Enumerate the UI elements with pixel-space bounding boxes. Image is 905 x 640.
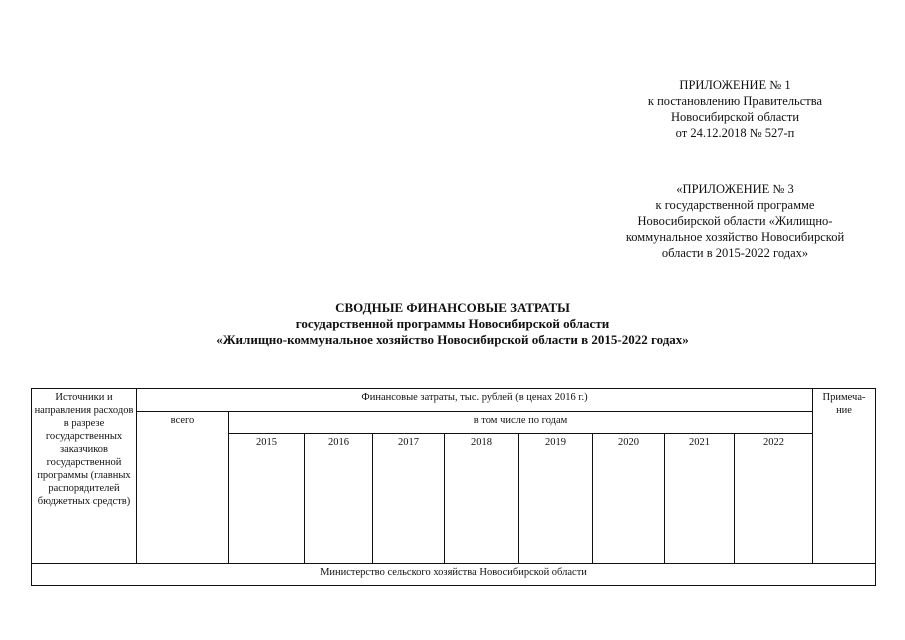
appendix-3-line: «ПРИЛОЖЕНИЕ № 3 (676, 182, 794, 196)
appendix-3-line: к государственной программе (655, 198, 815, 212)
year-header-cell: 2017 (373, 434, 445, 564)
source-header-cell: Источники и направления расходов в разрезе государственных заказчиков государственной программы (главных распорядителей бюджетных средств) (32, 389, 137, 564)
by-years-header-cell: в том числе по годам (229, 412, 813, 434)
year-header-cell: 2015 (229, 434, 305, 564)
financial-costs-table (31, 388, 876, 586)
title-line-program: государственной программы Новосибирской области (295, 316, 610, 331)
year-header-cell: 2018 (445, 434, 519, 564)
note-header-cell: Примеча-ние (813, 389, 876, 564)
appendix-3-line: Новосибирской области «Жилищно- (637, 214, 833, 228)
table-header-row (32, 389, 876, 412)
year-header-cell: 2016 (305, 434, 373, 564)
year-header-cell: 2019 (519, 434, 593, 564)
appendix-3-header (590, 181, 880, 261)
costs-header-cell: Финансовые затраты, тыс. рублей (в ценах 2016 г.) (137, 389, 813, 412)
document-title (0, 300, 905, 348)
title-line-name: «Жилищно-коммунальное хозяйство Новосибирской области в 2015-2022 годах» (216, 332, 689, 347)
year-header-cell: 2021 (665, 434, 735, 564)
appendix-3-line: коммунальное хозяйство Новосибирской (625, 230, 845, 244)
appendix-1-line: от 24.12.2018 № 527-п (675, 126, 795, 140)
appendix-1-line: к постановлению Правительства (647, 94, 823, 108)
appendix-1-line: ПРИЛОЖЕНИЕ № 1 (679, 78, 791, 92)
year-header-cell: 2022 (735, 434, 813, 564)
appendix-1-line: Новосибирской области (670, 110, 800, 124)
total-header-cell: всего (137, 412, 229, 564)
ministry-row-cell: Министерство сельского хозяйства Новосибирской области (32, 564, 876, 586)
title-line-main: СВОДНЫЕ ФИНАНСОВЫЕ ЗАТРАТЫ (335, 300, 570, 315)
table-subheader-row (32, 412, 876, 434)
appendix-3-line: области в 2015-2022 годах» (661, 246, 809, 260)
year-header-cell: 2020 (593, 434, 665, 564)
table-row (32, 564, 876, 586)
appendix-1-header (600, 77, 870, 141)
